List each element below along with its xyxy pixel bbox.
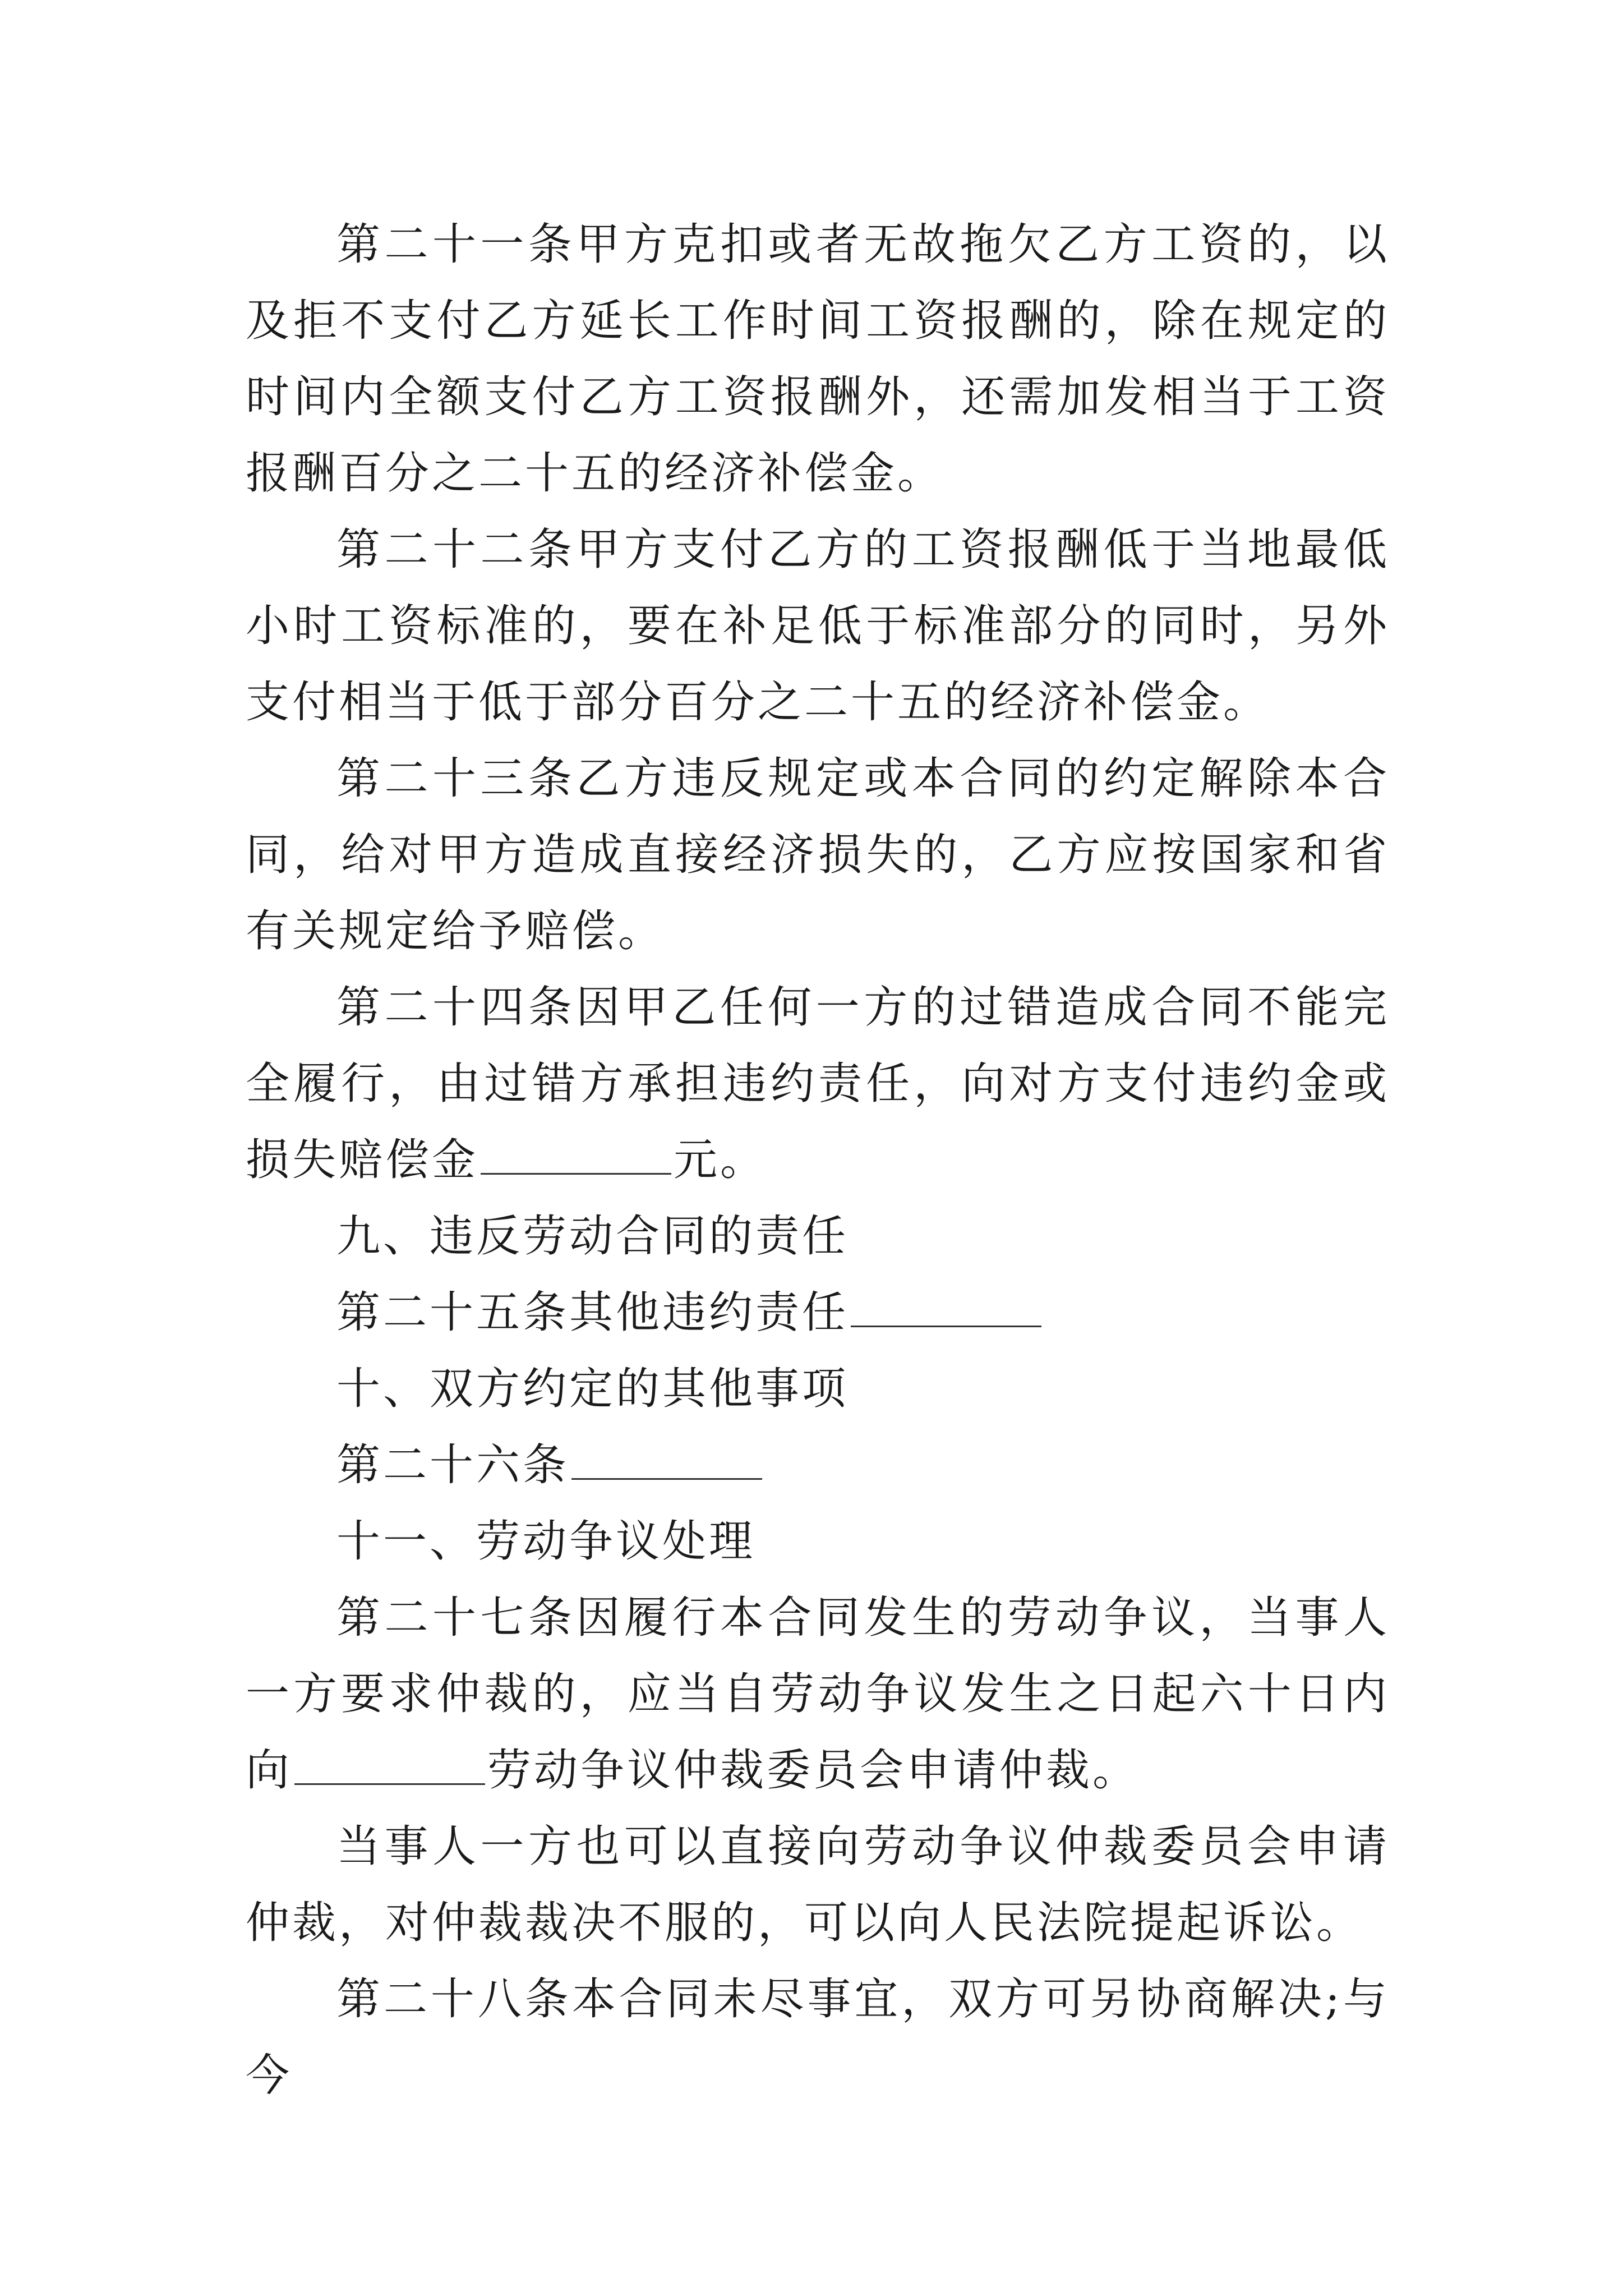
article-24-suffix: 元。 bbox=[674, 1135, 767, 1185]
article-23: 第二十三条乙方违反规定或本合同的约定解除本合同，给对甲方造成直接经济损失的，乙方应按国家和省有关规定给予赔偿。 bbox=[246, 753, 1390, 956]
fill-in-blank bbox=[294, 1744, 485, 1785]
article-22: 第二十二条甲方支付乙方的工资报酬低于当地最低小时工资标准的，要在补足低于标准部分的同时，另外支付相当于低于部分百分之二十五的经济补偿金。 bbox=[246, 524, 1390, 728]
fill-in-blank bbox=[851, 1286, 1041, 1327]
article-27-suffix: 劳动争议仲裁委员会申请仲裁。 bbox=[487, 1745, 1140, 1796]
section-heading-11: 十一、劳动争议处理 bbox=[336, 1516, 756, 1567]
article-24 bbox=[246, 969, 1390, 1198]
article-26 bbox=[246, 1427, 1390, 1503]
fill-in-blank bbox=[481, 1134, 671, 1175]
article-21: 第二十一条甲方克扣或者无故拖欠乙方工资的，以及拒不支付乙方延长工作时间工资报酬的，除在规定的时间内全额支付乙方工资报酬外，还需加发相当于工资报酬百分之二十五的经济补偿金。 bbox=[246, 219, 1390, 499]
section-heading-9: 九、违反劳动合同的责任 bbox=[336, 1211, 849, 1262]
section-heading-10: 十、双方约定的其他事项 bbox=[336, 1364, 849, 1414]
article-28: 第二十八条本合同未尽事宜，双方可另协商解决;与今 bbox=[246, 1974, 1390, 2101]
article-27-paragraph-2: 当事人一方也可以直接向劳动争议仲裁委员会申请仲裁，对仲裁裁决不服的，可以向人民法院提起诉讼。 bbox=[246, 1821, 1390, 1948]
article-25 bbox=[246, 1274, 1390, 1351]
article-26-text: 第二十六条 bbox=[336, 1440, 570, 1490]
fill-in-blank bbox=[571, 1439, 762, 1480]
article-25-text: 第二十五条其他违约责任 bbox=[336, 1287, 849, 1338]
article-24-text: 第二十四条因甲乙任何一方的过错造成合同不能完全履行，由过错方承担违约责任，向对方支付违约金或损失赔偿金 bbox=[246, 982, 1390, 1185]
article-27-text: 第二十七条因履行本合同发生的劳动争议，当事人一方要求仲裁的，应当自劳动争议发生之日起六十日内向 bbox=[246, 1593, 1390, 1796]
article-27 bbox=[246, 1580, 1390, 1809]
document-body bbox=[246, 206, 1390, 2114]
